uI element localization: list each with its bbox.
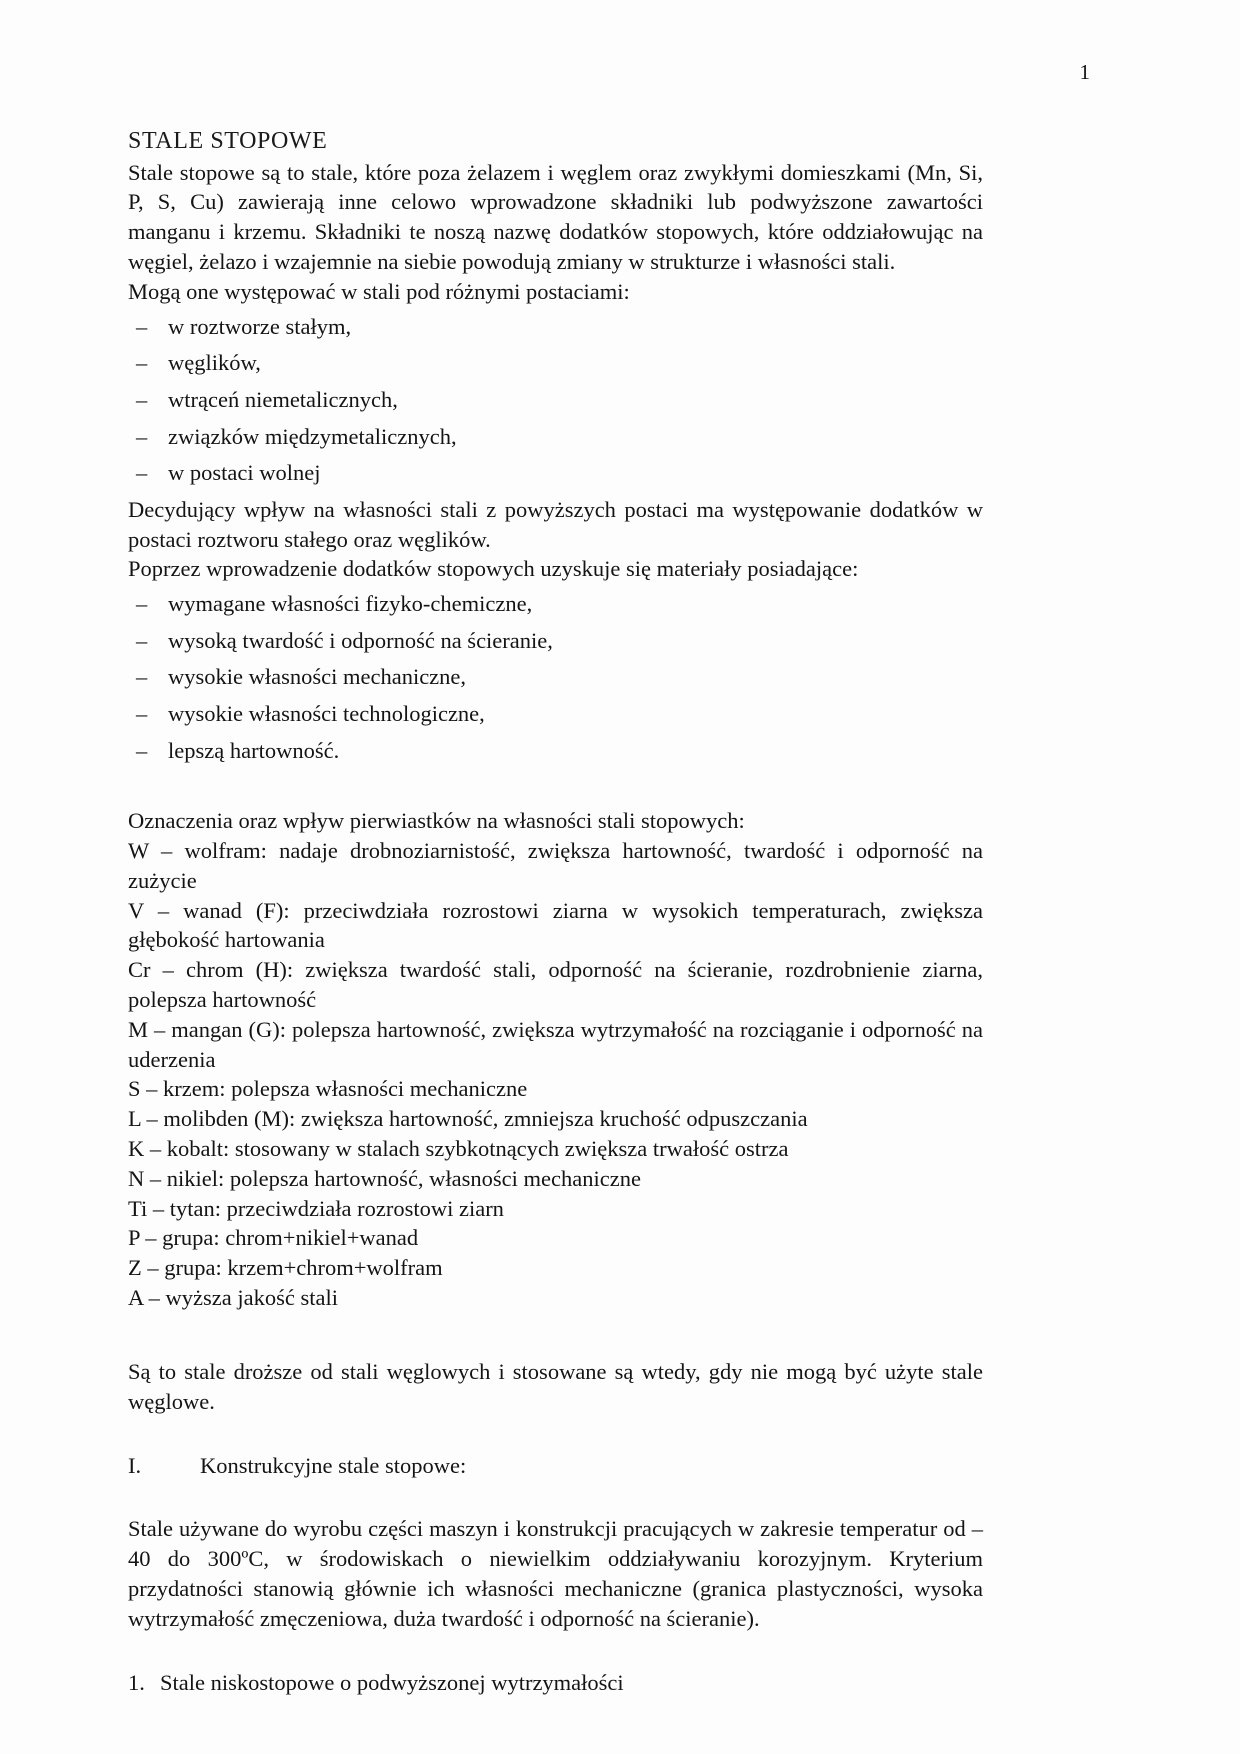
section-heading-label: Konstrukcyjne stale stopowe: (200, 1452, 467, 1478)
list-item-label: wymagane własności fizyko-chemiczne, (168, 591, 533, 617)
list-item-label: wysokie własności mechaniczne, (168, 664, 467, 690)
spacer (128, 1634, 983, 1668)
list-item (128, 589, 983, 620)
dash-bullet: – (136, 350, 148, 376)
dash-bullet: – (136, 591, 148, 617)
spacer (128, 1480, 983, 1514)
list-item (128, 422, 983, 453)
list-item-label: lepszą hartowność. (168, 737, 340, 763)
list-item (128, 458, 983, 489)
middle-paragraph-3: Decydujący wpływ na własności stali z powyższych postaci ma występowanie dodatków w postaci roztworu stałego oraz węglików. (128, 496, 983, 552)
dash-bullet: – (136, 423, 148, 449)
element-entry-n: N – nikiel: polepsza hartowność, własności mechaniczne (128, 1165, 641, 1191)
section-heading-i (128, 1451, 983, 1481)
dash-bullet: – (136, 386, 148, 412)
list-item (128, 626, 983, 657)
list-item-label: w postaci wolnej (168, 460, 321, 486)
element-entry-m: M – mangan (G): polepsza hartowność, zwiększa wytrzymałość na rozciąganie i odporność na uderzenia (128, 1016, 983, 1072)
page-title: STALE STOPOWE (128, 128, 328, 154)
element-entry-ti: Ti – tytan: przeciwdziała rozrostowi ziarn (128, 1195, 504, 1221)
section-i-paragraph: Stale używane do wyrobu części maszyn i konstrukcji pracujących w zakresie temperatur od –40 do 300ºC, w środowiskach o niewielkim oddziaływaniu korozyjnym. Kryterium przydatności stanowią głównie ich własności mechaniczne (granica plastyczności, wysoka wytrzymałość zmęczeniowa, duża twardość i odporność na ścieranie). (128, 1516, 983, 1631)
dash-bullet: – (136, 737, 148, 763)
list-item (128, 312, 983, 343)
element-entry-v: V – wanad (F): przeciwdziała rozrostowi ziarna w wysokich temperaturach, zwiększa głębokość hartowania (128, 897, 983, 953)
dash-bullet: – (136, 664, 148, 690)
list-item-label: w roztworze stałym, (168, 313, 352, 339)
list-item (128, 699, 983, 730)
middle-paragraph-4: Poprzez wprowadzenie dodatków stopowych uzyskuje się materiały posiadające: (128, 556, 859, 582)
element-entry-w: W – wolfram: nadaje drobnoziarnistość, zwiększa hartowność, twardość i odporność na zużycie (128, 837, 983, 893)
list-item (128, 736, 983, 767)
intro-paragraph-1: Stale stopowe są to stale, które poza żelazem i węglem oraz zwykłymi domieszkami (Mn, Si, P, S, Cu) zawierają inne celowo wprowadzone składniki lub podwyższone zawartości manganu i krzemu. Składniki te noszą nazwę dodatków stopowych, które oddziałowując na węgiel, żelazo i wzajemnie na siebie powodują zmiany w strukturze i własności stali. (128, 159, 983, 275)
dash-bullet: – (136, 313, 148, 339)
list-item-label: wysokie własności technologiczne, (168, 700, 485, 726)
element-entry-cr: Cr – chrom (H): zwiększa twardość stali, odporność na ścieranie, rozdrobnienie ziarna, polepsza hartowność (128, 957, 983, 1012)
section-numeral: I. (128, 1452, 142, 1478)
list-item (128, 348, 983, 379)
dash-bullet: – (136, 627, 148, 653)
forms-list (128, 312, 983, 489)
list-item (128, 385, 983, 416)
list-item-label: wysoką twardość i odporność na ścieranie, (168, 627, 553, 653)
element-entry-k: K – kobalt: stosowany w stalach szybkotnących zwiększa trwałość ostrza (128, 1136, 789, 1162)
intro-paragraph-2: Mogą one występować w stali pod różnymi postaciami: (128, 278, 630, 304)
subsection-heading-1 (128, 1668, 983, 1698)
spacer (128, 1313, 983, 1357)
properties-list (128, 589, 983, 766)
spacer (128, 772, 983, 806)
closing-paragraph: Są to stale droższe od stali węglowych i stosowane są wtedy, gdy nie mogą być użyte stale węglowe. (128, 1358, 983, 1414)
element-entry-a: A – wyższa jakość stali (128, 1285, 338, 1311)
list-item-label: związków międzymetalicznych, (168, 423, 457, 449)
subsection-heading-label: Stale niskostopowe o podwyższonej wytrzymałości (160, 1669, 624, 1695)
list-item-label: węglików, (168, 350, 261, 376)
dash-bullet: – (136, 700, 148, 726)
page-number: 1 (1079, 60, 1090, 84)
list-item-label: wtrąceń niemetalicznych, (168, 386, 398, 412)
elements-section-heading: Oznaczenia oraz wpływ pierwiastków na własności stali stopowych: (128, 808, 745, 834)
list-item (128, 662, 983, 693)
element-entry-s: S – krzem: polepsza własności mechaniczne (128, 1076, 528, 1102)
element-entry-l: L – molibden (M): zwiększa hartowność, zmniejsza kruchość odpuszczania (128, 1106, 808, 1132)
document-body (128, 126, 983, 1698)
subsection-numeral: 1. (128, 1669, 145, 1695)
spacer (128, 1417, 983, 1451)
element-entry-z: Z – grupa: krzem+chrom+wolfram (128, 1255, 443, 1281)
element-entry-p: P – grupa: chrom+nikiel+wanad (128, 1225, 419, 1251)
dash-bullet: – (136, 460, 148, 486)
